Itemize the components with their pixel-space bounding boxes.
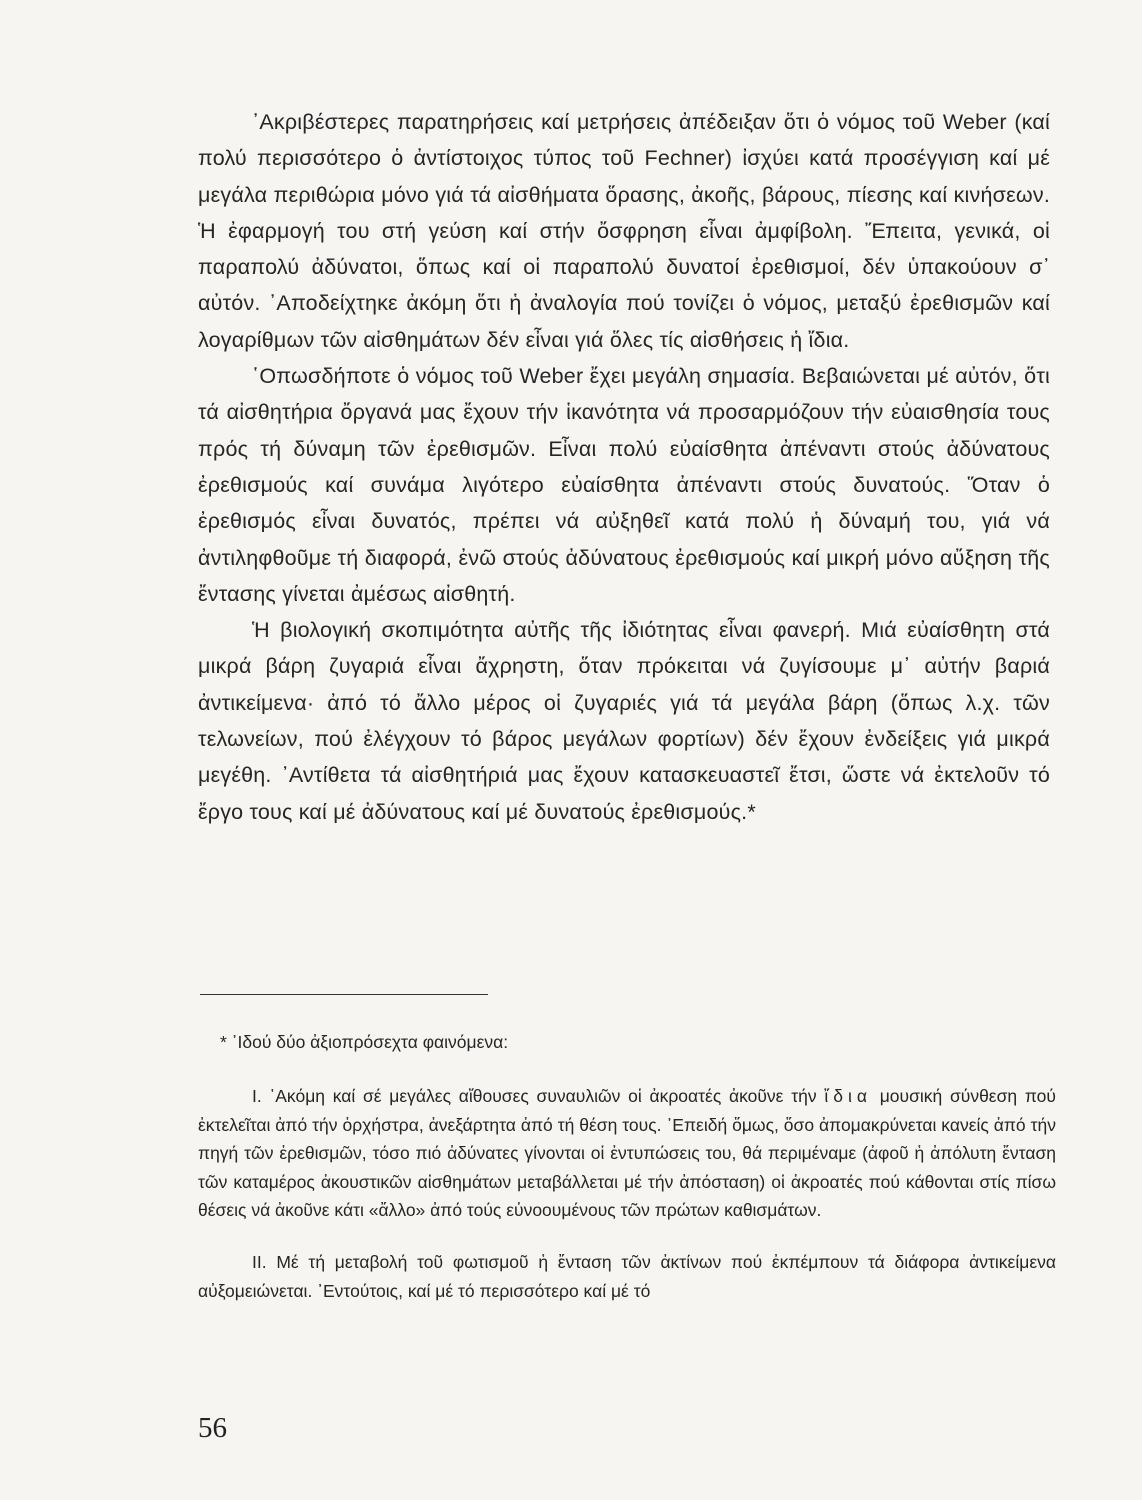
page-number: 56 bbox=[198, 1412, 227, 1444]
paragraph-1: ᾿Ακριβέστερες παρατηρήσεις καί μετρήσεις ἀπέδειξαν ὅτι ὁ νόμος τοῦ Weber (καί πολύ περισσότερο ὁ ἀντίστοιχος τύπος τοῦ Fechner) ἰσχύει κατά προσέγγιση καί μέ μεγάλα περιθώρια μόνο γιά τά αἰσθήματα ὅρασης, ἀκοῆς, βάρους, πίεσης καί κινήσεων. Ἡ ἐφαρμογή του στή γεύση καί στήν ὄσφρηση εἶναι ἀμφίβολη. Ἔπειτα, γενικά, οἱ παραπολύ ἀδύνατοι, ὅπως καί οἱ παραπολύ δυνατοί ἐρεθισμοί, δέν ὑπακούουν σ᾿ αὐτόν. ᾿Αποδείχτηκε ἀκόμη ὅτι ἡ ἀναλογία πού τονίζει ὁ νόμος, μεταξύ ἐρεθισμῶν καί λογαρίθμων τῶν αἰσθημάτων δέν εἶναι γιά ὅλες τίς αἰσθήσεις ἡ ἴδια. bbox=[198, 110, 1050, 352]
main-text bbox=[198, 104, 1050, 830]
footnote-item-1-start: Ι. ᾿Ακόμη καί σέ μεγάλες αἴθουσες συναυλιῶν οἱ ἀκροατές ἀκοῦνε τήν bbox=[252, 1086, 817, 1107]
footnote-spaced-word: ἴδια bbox=[824, 1086, 872, 1107]
footnote-item-1 bbox=[198, 1082, 1056, 1224]
footnote-item-2: ΙΙ. Μέ τή μεταβολή τοῦ φωτισμοῦ ἡ ἔνταση τῶν ἀκτίνων πού ἐκπέμπουν τά διάφορα ἀντικείμενα αὐξομειώνεται. ᾿Εντούτοις, καί μέ τό περισσότερο καί μέ τό bbox=[198, 1252, 1056, 1301]
footnote-separator bbox=[200, 994, 488, 995]
footnotes bbox=[198, 1028, 1056, 1305]
paragraph-2: ῾Οπωσδήποτε ὁ νόμος τοῦ Weber ἔχει μεγάλη σημασία. Βεβαιώνεται μέ αὐτόν, ὅτι τά αἰσθητήρια ὄργανά μας ἔχουν τήν ἱκανότητα νά προσαρμόζουν τήν εὐαισθησία τους πρός τή δύναμη τῶν ἐρεθισμῶν. Εἶναι πολύ εὐαίσθητα ἀπέναντι στούς ἀδύνατους ἐρεθισμούς καί συνάμα λιγότερο εὐαίσθητα ἀπέναντι στούς δυνατούς. Ὅταν ὁ ἐρεθισμός εἶναι δυνατός, πρέπει νά αὐξηθεῖ κατά πολύ ἡ δύναμή του, γιά νά ἀντιληφθοῦμε τή διαφορά, ἐνῶ στούς ἀδύνατους ἐρεθισμούς καί μικρή μόνο αὔξηση τῆς ἔντασης γίνεται ἀμέσως αἰσθητή. bbox=[198, 364, 1050, 606]
footnote-intro: * ᾿Ιδού δύο ἀξιοπρόσεχτα φαινόμενα: bbox=[220, 1032, 509, 1052]
paragraph-3: Ἡ βιολογική σκοπιμότητα αὐτῆς τῆς ἰδιότητας εἶναι φανερή. Μιά εὐαίσθητη στά μικρά βάρη ζυγαριά εἶναι ἄχρηστη, ὅταν πρόκειται νά ζυγίσουμε μ᾿ αὐτήν βαριά ἀντικείμενα· ἀπό τό ἄλλο μέρος οἱ ζυγαριές γιά τά μεγάλα βάρη (ὅπως λ.χ. τῶν τελωνείων, πού ἐλέγχουν τό βάρος μεγάλων φορτίων) δέν ἔχουν ἐνδείξεις γιά μικρά μεγέθη. ᾿Αντίθετα τά αἰσθητήριά μας ἔχουν κατασκευαστεῖ ἔτσι, ὥστε νά ἐκτελοῦν τό ἔργο τους καί μέ ἀδύνατους καί μέ δυνατούς ἐρεθισμούς.* bbox=[198, 618, 1050, 824]
footnote-item-1-rest: μουσική σύνθεση πού ἐκτελεῖται ἀπό τήν ὀρχήστρα, ἀνεξάρτητα ἀπό τή θέση τους. ᾿Επειδή ὅμως, ὅσο ἀπομακρύνεται κανείς ἀπό τήν πηγή τῶν ἐρεθισμῶν, τόσο πιό ἀδύνατες γίνονται οἱ ἐντυπώσεις του, θά περιμέναμε (ἀφοῦ ἡ ἀπόλυτη ἔνταση τῶν καταμέρος ἀκουστικῶν αἰσθημάτων μεταβάλλεται μέ τήν ἀπόσταση) οἱ ἀκροατές πού κάθονται στίς πίσω θέσεις νά ἀκοῦνε κάτι «ἄλλο» ἀπό τούς εὐνοουμένους τῶν πρώτων καθισμάτων. bbox=[198, 1086, 1056, 1221]
